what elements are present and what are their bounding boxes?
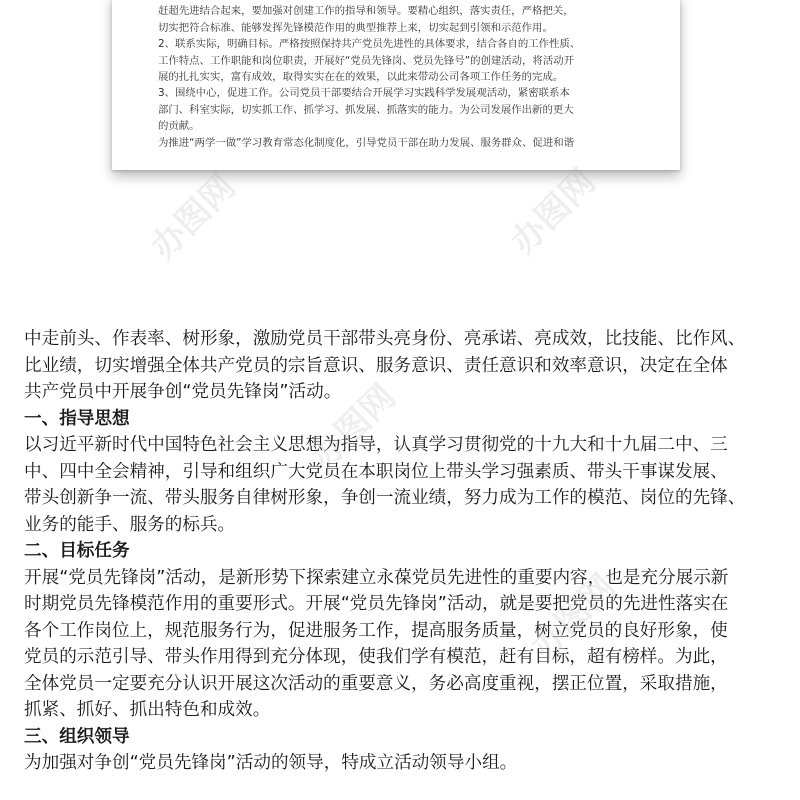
preview-line: 2、联系实际，明确目标。严格按照保持共产党员先进性的具体要求，结合各自的工作性质、	[158, 38, 581, 51]
page-preview-card	[112, 0, 680, 170]
watermark-logo: 办图网	[523, 566, 624, 668]
intro-line: 中走前头、作表率、树形象，激励党员干部带头亮身份、亮承诺、亮成效，比技能、比作风、	[24, 329, 746, 349]
section-line: 时期党员先锋模范作用的重要形式。开展“党员先锋岗”活动，就是要把党员的先进性落实在	[24, 594, 729, 614]
section-line: 为加强对争创“党员先锋岗”活动的领导，特成立活动领导小组。	[24, 753, 518, 773]
preview-line: 为推进“两学一做”学习教育常态化制度化，引导党员干部在助力发展、服务群众、促进和谐	[158, 136, 574, 149]
section-line: 带头创新争一流、带头服务自律树形象，争创一流业绩，努力成为工作的模范、岗位的先锋、	[24, 488, 746, 508]
preview-line: 工作特点、工作职能和岗位职责，开展好“党员先锋岗、党员先锋号”的创建活动，将活动开	[158, 54, 574, 67]
preview-text	[158, 0, 648, 151]
watermark-logo: 办图网	[143, 166, 244, 268]
document-body	[24, 326, 780, 777]
preview-line: 的贡献。	[158, 120, 200, 133]
watermark-logo: 办图网	[303, 376, 404, 478]
section-line: 党员的示范引导、带头作用得到充分体现，使我们学有模范，赶有目标，超有榜样。为此，	[24, 647, 728, 667]
section-line: 抓紧、抓好、抓出特色和成效。	[24, 700, 271, 720]
preview-line: 切实把符合标准、能够发挥先锋模范作用的典型推荐上来，切实起到引领和示范作用。	[158, 21, 553, 34]
preview-line: 3、围绕中心，促进工作。公司党员干部要结合开展学习实践科学发展观活动，紧密联系本	[158, 87, 570, 100]
section-line: 各个工作岗位上，规范服务行为，促进服务工作，提高服务质量，树立党员的良好形象，使	[24, 620, 728, 641]
section-heading-guiding-ideology: 一、指导思想	[24, 408, 130, 429]
watermark-logo: 办图网	[503, 161, 604, 263]
intro-line: 比业绩，切实增强全体共产党员的宗旨意识、服务意识、责任意识和效率意识，决定在全体	[24, 355, 728, 376]
preview-line: 展的扎扎实实，富有成效，取得实实在在的效果，以此来带动公司各项工作任务的完成。	[158, 71, 564, 84]
section-line: 以习近平新时代中国特色社会主义思想为指导，认真学习贯彻党的十九大和十九届二中、三	[24, 435, 728, 455]
preview-line: 赶超先进结合起来，要加强对创建工作的指导和领导。要精心组织，落实责任，严格把关，	[158, 5, 574, 18]
intro-line: 共产党员中开展争创“党员先锋岗”活动。	[24, 382, 342, 402]
section-line: 全体党员一定要充分认识开展这次活动的重要意义，务必高度重视，摆正位置，采取措施，	[24, 673, 728, 694]
section-heading-goals: 二、目标任务	[24, 541, 130, 561]
section-line: 中、四中全会精神，引导和组织广大党员在本职岗位上带头学习强素质、带头干事谋发展、	[24, 461, 728, 482]
section-heading-leadership: 三、组织领导	[24, 726, 130, 747]
preview-line: 部门、科室实际，切实抓工作、抓学习、抓发展、抓落实的能力。为公司发展作出新的更大	[158, 103, 574, 116]
section-line: 开展“党员先锋岗”活动，是新形势下探索建立永葆党员先进性的重要内容，也是充分展示新	[24, 567, 729, 588]
section-line: 业务的能手、服务的标兵。	[24, 514, 236, 535]
